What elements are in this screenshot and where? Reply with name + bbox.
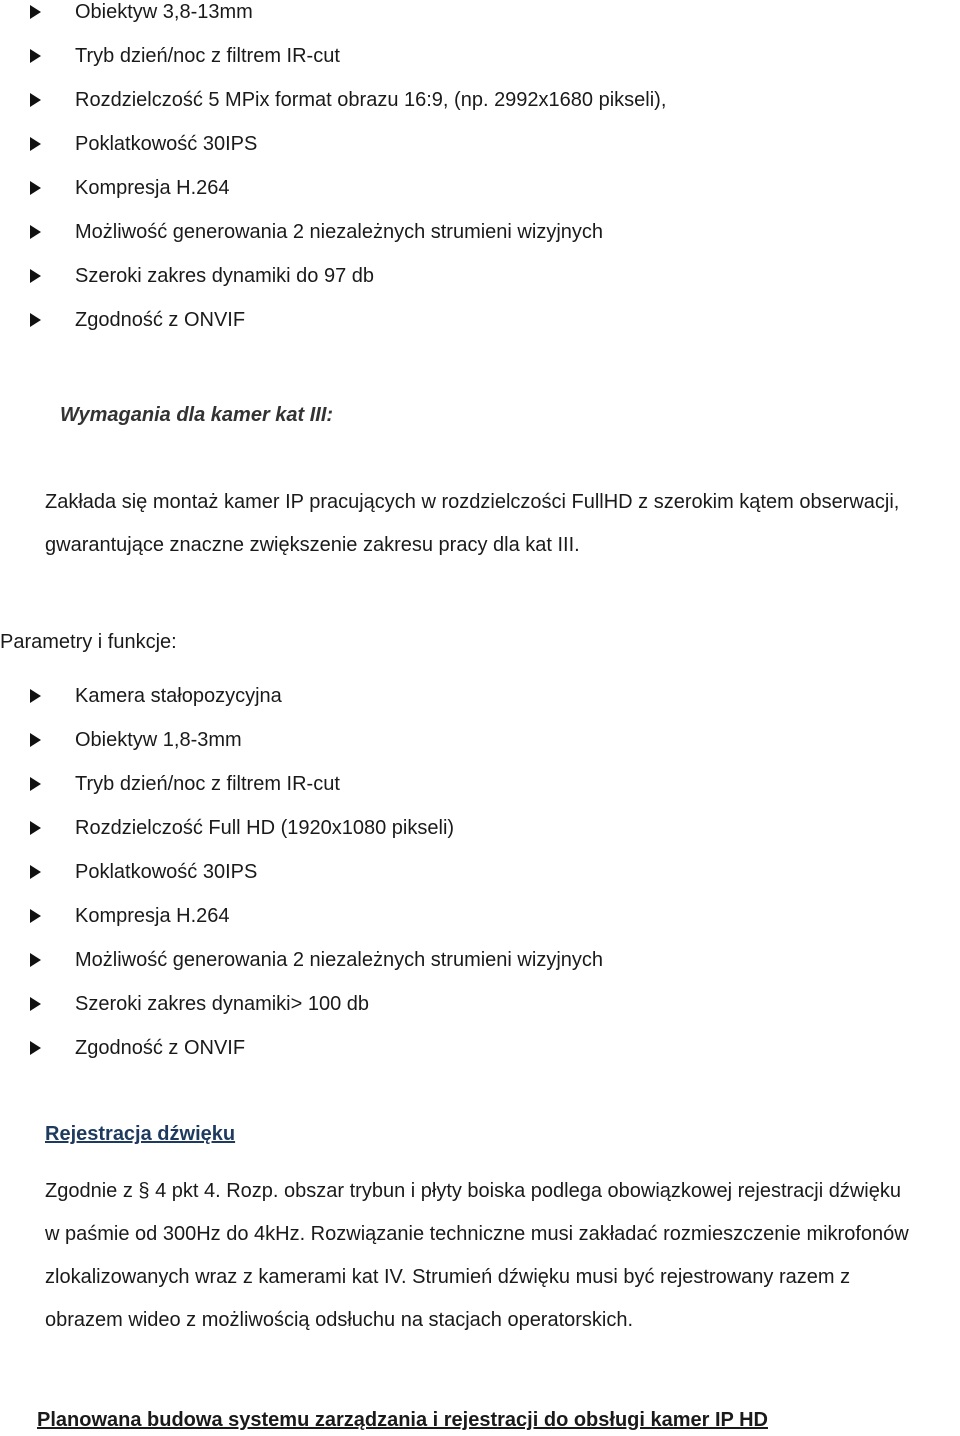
triangle-bullet-icon: [30, 865, 41, 879]
list-item-text: Poklatkowość 30IPS: [75, 861, 258, 883]
triangle-bullet-icon: [30, 269, 41, 283]
planned-system-heading: Planowana budowa systemu zarządzania i rejestracji do obsługi kamer IP HD: [37, 1409, 768, 1431]
list-item-text: Tryb dzień/noc z filtrem IR-cut: [75, 45, 340, 67]
list-item-text: Zgodność z ONVIF: [75, 309, 246, 331]
triangle-bullet-icon: [30, 313, 41, 327]
triangle-bullet-icon: [30, 909, 41, 923]
triangle-bullet-icon: [30, 1041, 41, 1055]
list-item-text: Rozdzielczość 5 MPix format obrazu 16:9, (np. 2992x1680 pikseli),: [75, 89, 667, 111]
kat3-description-paragraph: [45, 481, 945, 567]
paragraph-line: w paśmie od 300Hz do 4kHz. Rozwiązanie techniczne musi zakładać rozmieszczenie mikrofonów: [45, 1223, 909, 1245]
paragraph-line: Zgodnie z § 4 pkt 4. Rozp. obszar trybun i płyty boiska podlega obowiązkowej rejestracji dźwięku: [45, 1180, 901, 1202]
kat3-requirements-heading: Wymagania dla kamer kat III:: [60, 404, 334, 426]
triangle-bullet-icon: [30, 181, 41, 195]
triangle-bullet-icon: [30, 689, 41, 703]
list-item-text: Kompresja H.264: [75, 177, 230, 199]
triangle-bullet-icon: [30, 997, 41, 1011]
list-item-text: Obiektyw 1,8-3mm: [75, 729, 242, 751]
triangle-bullet-icon: [30, 93, 41, 107]
list-item-text: Kompresja H.264: [75, 905, 230, 927]
list-item-text: Kamera stałopozycyjna: [75, 685, 282, 707]
audio-recording-heading: Rejestracja dźwięku: [45, 1123, 236, 1145]
list-item-text: Tryb dzień/noc z filtrem IR-cut: [75, 773, 340, 795]
triangle-bullet-icon: [30, 225, 41, 239]
triangle-bullet-icon: [30, 953, 41, 967]
list-item-text: Możliwość generowania 2 niezależnych strumieni wizyjnych: [75, 949, 604, 971]
triangle-bullet-icon: [30, 49, 41, 63]
list-item-text: Szeroki zakres dynamiki> 100 db: [75, 993, 370, 1015]
list-item-text: Możliwość generowania 2 niezależnych strumieni wizyjnych: [75, 221, 604, 243]
triangle-bullet-icon: [30, 777, 41, 791]
list-item-text: Obiektyw 3,8-13mm: [75, 1, 253, 23]
paragraph-line: gwarantujące znaczne zwiększenie zakresu pracy dla kat III.: [45, 534, 580, 556]
parameters-label: Parametry i funkcje:: [0, 631, 177, 653]
triangle-bullet-icon: [30, 821, 41, 835]
paragraph-line: obrazem wideo z możliwością odsłuchu na stacjach operatorskich.: [45, 1309, 634, 1331]
list-item-text: Zgodność z ONVIF: [75, 1037, 246, 1059]
paragraph-line: Zakłada się montaż kamer IP pracujących w rozdzielczości FullHD z szerokim kątem obserwacji,: [45, 491, 900, 513]
list-item-text: Poklatkowość 30IPS: [75, 133, 258, 155]
list-item-text: Szeroki zakres dynamiki do 97 db: [75, 265, 375, 287]
triangle-bullet-icon: [30, 137, 41, 151]
triangle-bullet-icon: [30, 733, 41, 747]
audio-recording-paragraph: [45, 1170, 957, 1342]
triangle-bullet-icon: [30, 5, 41, 19]
list-item-text: Rozdzielczość Full HD (1920x1080 pikseli): [75, 817, 455, 839]
paragraph-line: zlokalizowanych wraz z kamerami kat IV. Strumień dźwięku musi być rejestrowany razem z: [45, 1266, 851, 1288]
